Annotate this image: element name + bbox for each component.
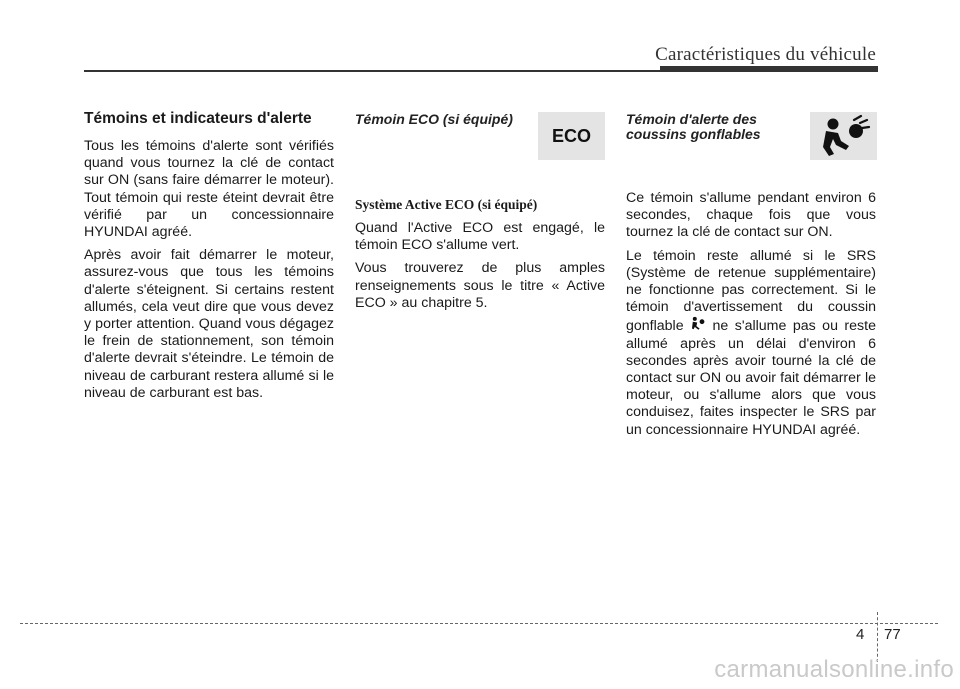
- header-rule-accent: [660, 66, 878, 72]
- page-header-title: Caractéristiques du véhicule: [655, 44, 876, 65]
- eco-icon-label: ECO: [551, 125, 591, 146]
- airbag-inline-icon: [690, 316, 706, 333]
- heading-eco-light: Témoin ECO (si équipé): [355, 111, 513, 127]
- paragraph-after-start: Après avoir fait démarrer le moteur, assurez-vous que tous les témoins d'alerte s'éteignent. Si certains restent allumés, cela veut dire que vous devez y porter attention. Quand vous dégagez le frein de stationnement, son témoin d'alerte devrait s'éteindre. Le témoin de niveau de carburant restera allumé si le niveau de carburant est bas.: [84, 247, 334, 401]
- paragraph-eco-engaged: Quand l'Active ECO est engagé, le témoin ECO s'allume vert.: [355, 220, 605, 254]
- paragraph-airbag-on: Ce témoin s'allume pendant environ 6 secondes, chaque fois que vous tournez la clé de contact sur ON.: [626, 190, 876, 241]
- airbag-person-icon: [816, 114, 872, 158]
- page-number: 77: [884, 626, 901, 643]
- airbag-warning-icon: [810, 112, 877, 160]
- section-heading-warning-lights: Témoins et indicateurs d'alerte: [84, 110, 312, 127]
- footer-rule: [20, 623, 938, 624]
- subheading-active-eco: Système Active ECO (si équipé): [355, 197, 538, 212]
- heading-airbag-line2: coussins gonflables: [626, 126, 761, 142]
- heading-airbag-line1: Témoin d'alerte des: [626, 111, 757, 127]
- eco-indicator-icon: [538, 112, 605, 160]
- paragraph-check-lights: Tous les témoins d'alerte sont vérifiés quand vous tournez la clé de contact sur ON (sans faire démarrer le moteur). Tout témoin qui reste éteint devrait être vérifié par un concessionnaire HYUNDAI agréé.: [84, 138, 334, 241]
- watermark: carmanualsonline.info: [714, 656, 954, 683]
- airbag-text-after: ne s'allume pas ou reste allumé après un délai d'environ 6 secondes après avoir tourné la clé de contact sur ON ou avoir fait démarrer le moteur, ou s'allume alors que vous conduisez, faites inspecter le SRS par un concessionnaire HYUNDAI agréé.: [626, 318, 876, 438]
- chapter-number: 4: [856, 626, 865, 643]
- footer-separator: [877, 612, 878, 662]
- paragraph-airbag-srs: [626, 248, 876, 439]
- column-airbag-light: [626, 110, 876, 445]
- paragraph-eco-more-info: Vous trouverez de plus amples renseignements sous le titre « Active ECO » au chapitre 5.: [355, 260, 605, 311]
- airbag-text-before: Le témoin reste allumé si le SRS (Système de retenue supplémentaire) ne fonctionne pas correctement. Si le témoin d'avertissement du coussin gonflable: [626, 247, 876, 335]
- column-warning-lights: [84, 110, 334, 408]
